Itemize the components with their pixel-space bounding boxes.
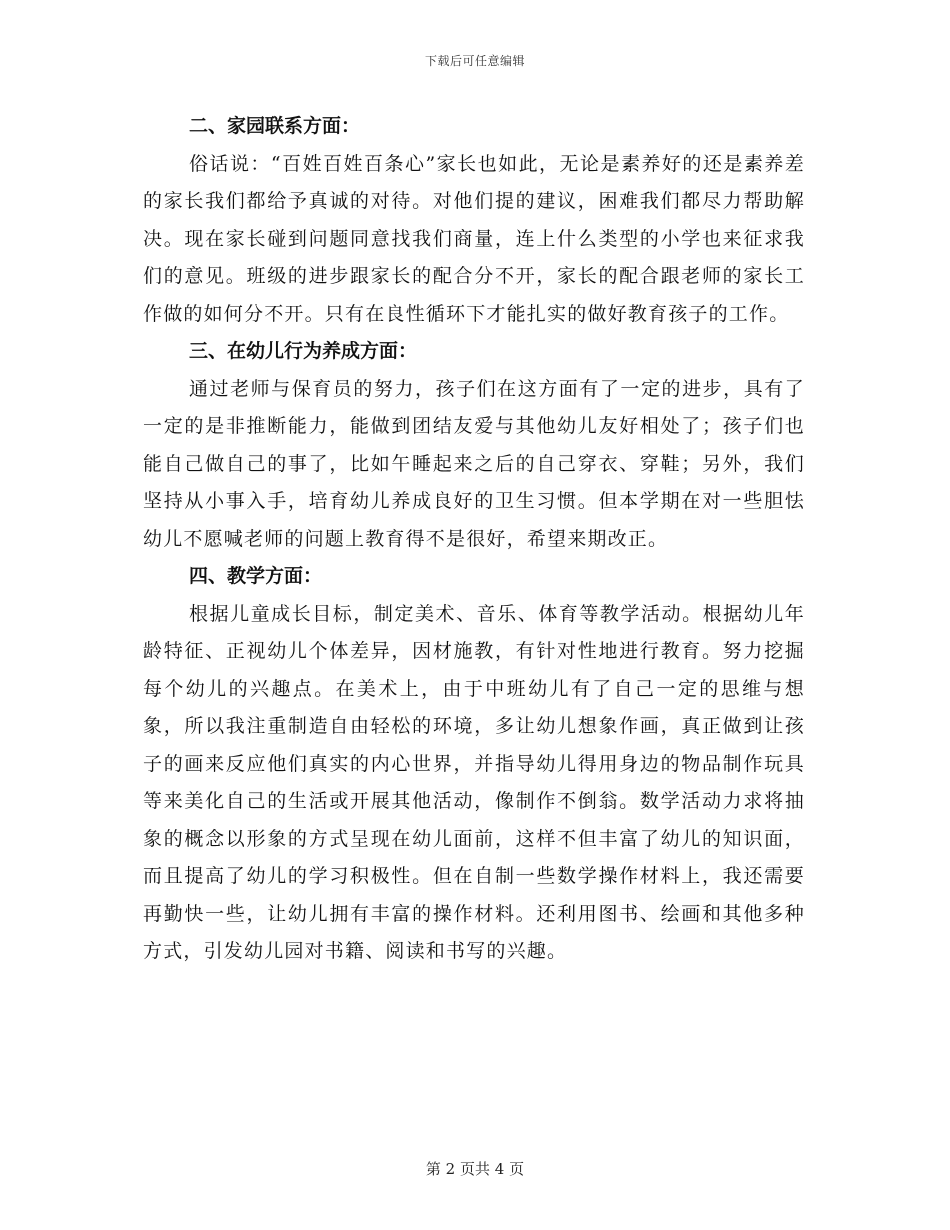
section-paragraph: 俗话说：“百姓百姓百条心”家长也如此，无论是素养好的还是素养差的家长我们都给予真诚的对待。对他们提的建议，困难我们都尽力帮助解决。现在家长碰到问题同意找我们商量，连上什么类型的小学也来征求我们的意见。班级的进步跟家长的配合分不开，家长的配合跟老师的家长工作做的如何分不开。只有在良性循环下才能扎实的做好教育孩子的工作。 <box>143 152 805 325</box>
page-header-note: 下载后可任意编辑 <box>424 54 525 68</box>
section-teaching <box>143 558 805 971</box>
section-paragraph: 通过老师与保育员的努力，孩子们在这方面有了一定的进步，具有了一定的是非推断能力，能做到团结友爱与其他幼儿友好相处了；孩子们也能自己做自己的事了，比如午睡起来之后的自己穿衣、穿鞋；另外，我们坚持从小事入手，培育幼儿养成良好的卫生习惯。但本学期在对一些胆怯幼儿不愿喊老师的问题上教育得不是很好，希望来期改正。 <box>143 377 805 550</box>
section-paragraph: 根据儿童成长目标，制定美术、音乐、体育等教学活动。根据幼儿年龄特征、正视幼儿个体差异，因材施教，有针对性地进行教育。努力挖掘每个幼儿的兴趣点。在美术上，由于中班幼儿有了自己一定的思维与想象，所以我注重制造自由轻松的环境，多让幼儿想象作画，真正做到让孩子的画来反应他们真实的内心世界，并指导幼儿得用身边的物品制作玩具等来美化自己的生活或开展其他活动，像制作不倒翁。数学活动力求将抽象的概念以形象的方式呈现在幼儿面前，这样不但丰富了幼儿的知识面，而且提高了幼儿的学习积极性。但在自制一些数学操作材料上，我还需要再勤快一些，让幼儿拥有丰富的操作材料。还利用图书、绘画和其他多种方式，引发幼儿园对书籍、阅读和书写的兴趣。 <box>143 602 805 962</box>
document-body <box>143 108 805 971</box>
section-title: 二、家园联系方面： <box>189 115 361 137</box>
section-home-school-contact <box>143 108 805 333</box>
section-title: 三、在幼儿行为养成方面： <box>189 340 418 362</box>
section-behavior-habits <box>143 333 805 558</box>
page-number: 第 2 页共 4 页 <box>425 1160 525 1178</box>
section-title: 四、教学方面： <box>189 565 323 587</box>
